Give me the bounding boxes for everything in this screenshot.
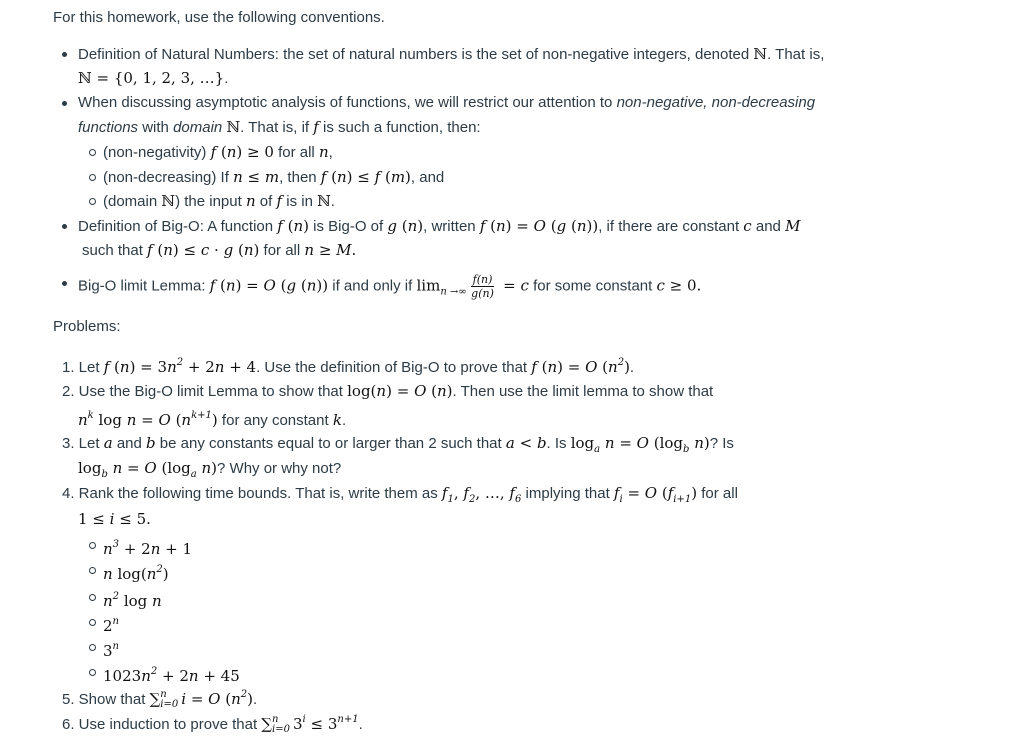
sum-lower-limit: i=0: [160, 699, 179, 711]
document-line: [62, 381, 713, 402]
math-segment: n: [231, 690, 241, 708]
math-segment: n: [376, 382, 387, 400]
document-line: [103, 612, 119, 637]
math-segment: g: [223, 241, 234, 259]
text-segment: Definition of Natural Numbers: the set of natural numbers is the set of non-negative integers, denoted: [78, 46, 754, 63]
math-segment: (: [545, 217, 557, 235]
math-segment: b: [146, 434, 156, 452]
math-segment: n: [600, 434, 615, 452]
math-segment: (: [396, 217, 408, 235]
math-segment: 1023: [103, 667, 142, 685]
math-segment: n: [152, 592, 162, 610]
math-segment: g: [556, 217, 567, 235]
math-segment: ) =: [386, 382, 415, 400]
math-segment: ℕ: [317, 192, 331, 210]
math-segment: (: [275, 276, 287, 295]
math-segment: ≤ 5.: [114, 510, 151, 528]
sum-lower-limit: i=0: [272, 724, 290, 736]
text-segment: is Big-O of: [309, 218, 388, 235]
math-segment: 2: [103, 617, 113, 635]
document-line: [78, 509, 151, 530]
document-line: [103, 662, 240, 687]
math-segment: c: [656, 276, 665, 295]
math-segment: f: [320, 168, 327, 186]
document-line: [78, 458, 341, 485]
math-segment: , …,: [475, 484, 510, 502]
math-segment: n+1: [337, 714, 359, 725]
math-segment: n: [112, 641, 119, 652]
text-segment: . Use the definition of Big-O to prove that: [256, 359, 532, 376]
math-segment: n: [146, 565, 157, 583]
math-segment: i: [109, 510, 115, 528]
math-segment: ·: [209, 241, 224, 259]
math-segment: n: [214, 358, 225, 376]
math-segment: (: [216, 143, 227, 161]
math-segment: + 2: [183, 358, 215, 376]
math-segment: f: [613, 484, 620, 502]
text-segment: 2. Use the Big-O limit Lemma to show that: [62, 383, 348, 400]
math-segment: n: [233, 168, 243, 186]
text-segment: ? Why or why not?: [217, 460, 342, 477]
math-segment: + 2: [119, 540, 151, 558]
math-segment: g: [286, 276, 297, 295]
math-segment: n →∞: [440, 286, 467, 298]
math-segment: O: [533, 217, 546, 235]
math-segment: n: [547, 358, 558, 376]
math-segment: (: [566, 217, 577, 235]
math-segment: ): [247, 690, 253, 708]
math-segment: i: [619, 494, 623, 505]
math-segment: (: [657, 484, 668, 502]
math-segment: n: [608, 358, 618, 376]
math-segment: =: [122, 459, 145, 477]
text-segment: functions: [78, 119, 139, 136]
circle-bullet-icon: [89, 174, 96, 181]
document-line: [78, 216, 800, 237]
math-segment: n: [226, 143, 237, 161]
math-segment: m: [264, 168, 280, 186]
math-segment: n: [196, 459, 212, 477]
text-segment: 5. Show that: [62, 691, 150, 708]
text-segment: .: [253, 691, 258, 708]
math-segment: ≤ 3: [305, 715, 338, 733]
math-segment: (: [215, 276, 226, 295]
math-segment: O: [208, 690, 221, 708]
circle-bullet-icon: [89, 542, 96, 549]
math-segment: =: [498, 276, 521, 295]
math-segment: O: [414, 382, 427, 400]
math-segment: f: [463, 484, 469, 502]
math-segment: 2: [617, 357, 625, 368]
circle-bullet-icon: [89, 619, 96, 626]
text-segment: and: [751, 218, 786, 235]
math-segment: n: [112, 616, 119, 627]
math-segment: n: [243, 241, 254, 259]
math-segment: f: [531, 358, 537, 376]
circle-bullet-icon: [89, 198, 96, 205]
math-segment: n: [576, 217, 587, 235]
math-segment: 2: [150, 666, 158, 677]
math-segment: b: [101, 469, 108, 480]
math-segment: f: [209, 276, 216, 295]
math-segment: ): [211, 459, 218, 477]
math-segment: 3: [112, 539, 120, 550]
math-segment: log: [570, 434, 595, 452]
document-line: [53, 8, 385, 28]
math-segment: f: [667, 484, 674, 502]
sum-limits: [272, 715, 290, 735]
document-line: [103, 587, 162, 612]
math-segment: n: [188, 667, 199, 685]
text-segment: ,: [328, 144, 333, 161]
document-line: [62, 483, 738, 510]
math-segment: ) =: [557, 358, 586, 376]
bullet-icon: [62, 101, 67, 106]
math-segment: n: [107, 459, 123, 477]
document-line: [103, 167, 444, 188]
math-segment: ,: [453, 484, 464, 502]
math-segment: ≤: [242, 168, 265, 186]
text-segment: . That is, if: [240, 119, 314, 136]
text-segment: for all: [697, 485, 738, 502]
math-segment: n: [150, 540, 161, 558]
math-segment: 6: [514, 494, 522, 505]
math-segment: ∑: [149, 690, 161, 708]
text-segment: .: [358, 716, 363, 733]
math-segment: n: [496, 217, 506, 235]
math-segment: f: [374, 168, 381, 186]
text-segment: implying that: [521, 485, 614, 502]
math-segment: b: [536, 434, 547, 452]
math-segment: n: [78, 411, 88, 429]
text-segment: 1. Let: [62, 359, 104, 376]
circle-bullet-icon: [89, 644, 96, 651]
math-segment: ): [417, 217, 424, 235]
math-segment: 1 ≤: [78, 510, 110, 528]
math-segment: f: [276, 192, 283, 210]
math-segment: f: [277, 217, 283, 235]
circle-bullet-icon: [89, 594, 96, 601]
document-line: [78, 68, 228, 89]
math-segment: log(: [112, 565, 147, 583]
math-segment: O: [144, 459, 157, 477]
math-segment: =: [186, 690, 209, 708]
text-segment: 6. Use induction to prove that: [62, 716, 262, 733]
math-segment: O: [263, 276, 276, 295]
math-segment: f: [313, 118, 319, 136]
math-segment: n: [119, 358, 130, 376]
math-segment: ): [211, 411, 218, 429]
sum-upper-limit: n: [160, 689, 167, 701]
math-segment: (: [296, 276, 307, 295]
document-line: [78, 44, 824, 65]
math-segment: n: [293, 217, 304, 235]
math-segment: c: [200, 241, 210, 259]
text-segment: , and: [410, 169, 445, 186]
text-segment: if and only if: [328, 277, 417, 295]
document-line: [78, 406, 346, 431]
math-segment: (: [282, 217, 294, 235]
document-line: [78, 117, 481, 138]
document-line: [62, 710, 363, 735]
text-segment: Big-O limit Lemma:: [78, 277, 210, 295]
math-segment: ℕ: [161, 192, 176, 210]
math-segment: f: [441, 484, 448, 502]
math-segment: (: [152, 241, 164, 259]
document-line: [103, 191, 335, 212]
math-segment: n: [163, 241, 173, 259]
math-segment: a: [103, 434, 113, 452]
math-segment: ℕ: [753, 45, 768, 63]
math-segment: ): [446, 382, 453, 400]
text-segment: for some constant: [528, 277, 657, 295]
fraction-denominator: g(n): [471, 287, 494, 300]
math-segment: f: [210, 143, 217, 161]
math-segment: n: [225, 276, 236, 295]
math-segment: O: [158, 411, 171, 429]
document-line: [103, 142, 333, 163]
math-segment: ≥: [314, 241, 337, 259]
text-segment: and: [112, 435, 147, 452]
bullet-icon: [62, 281, 67, 286]
text-segment: for any constant: [217, 412, 333, 429]
math-segment: log: [93, 411, 127, 429]
math-segment: n: [141, 667, 151, 685]
math-segment: 1: [447, 494, 454, 505]
math-segment: 2: [240, 689, 248, 700]
bullet-icon: [62, 52, 67, 57]
math-segment: n: [167, 358, 177, 376]
math-segment: f: [479, 217, 486, 235]
text-segment: . Then use the limit lemma to show that: [452, 383, 714, 400]
fraction: [471, 273, 495, 300]
math-segment: 2: [112, 591, 120, 602]
text-segment: (domain: [103, 193, 162, 210]
text-segment: 3. Let: [62, 435, 104, 452]
math-segment: .: [351, 241, 357, 259]
text-segment: Definition of Big-O: A function: [78, 218, 278, 235]
math-segment: n: [318, 143, 329, 161]
math-segment: M: [336, 241, 352, 259]
circle-bullet-icon: [89, 669, 96, 676]
math-segment: ) ≤: [172, 241, 201, 259]
math-segment: n: [689, 434, 704, 452]
math-segment: (log: [648, 434, 684, 452]
fraction-numerator: f(n): [472, 273, 493, 286]
math-segment: )): [586, 217, 599, 235]
math-segment: ) = 3: [129, 358, 168, 376]
text-segment: , written: [423, 218, 480, 235]
text-segment: non-negative, non-decreasing: [616, 94, 816, 111]
text-segment: .: [330, 193, 335, 210]
text-segment: ) the input: [175, 193, 246, 210]
document-line: [62, 685, 257, 710]
document-line: [78, 273, 701, 302]
math-segment: k+1: [191, 410, 212, 421]
math-segment: i: [302, 714, 306, 725]
math-segment: 3: [103, 642, 113, 660]
math-segment: + 2: [157, 667, 189, 685]
math-segment: ): [703, 434, 710, 452]
math-segment: =: [136, 411, 159, 429]
math-segment: (: [233, 241, 244, 259]
math-segment: + 4: [224, 358, 257, 376]
math-segment: n: [304, 241, 315, 259]
math-segment: (log: [156, 459, 191, 477]
math-segment: )): [316, 276, 329, 295]
text-segment: Problems:: [53, 318, 121, 335]
text-segment: (non-decreasing) If: [103, 169, 234, 186]
math-segment: a: [505, 434, 515, 452]
math-segment: ℕ = {0, 1, 2, 3, …}: [78, 69, 225, 87]
document-line: [103, 535, 192, 560]
sum-upper-limit: n: [272, 714, 279, 726]
document-line: [103, 637, 119, 662]
math-segment: m: [390, 168, 406, 186]
math-segment: (: [426, 382, 437, 400]
text-segment: for all: [273, 144, 319, 161]
text-segment: .: [224, 70, 229, 87]
math-segment: k: [87, 410, 94, 421]
math-segment: c: [743, 217, 752, 235]
math-segment: log: [78, 459, 102, 477]
text-segment: .: [341, 412, 347, 429]
text-segment: , then: [279, 169, 321, 186]
math-segment: n: [181, 411, 192, 429]
document-line: [78, 93, 815, 113]
text-segment: , if there are constant: [598, 218, 744, 235]
text-segment: For this homework, use the following conventions.: [53, 9, 385, 26]
math-segment: ): [162, 565, 169, 583]
math-segment: (: [597, 358, 609, 376]
math-segment: g: [387, 217, 397, 235]
math-segment: ) =: [235, 276, 264, 295]
math-segment: M: [785, 217, 801, 235]
text-segment: (non-negativity): [103, 144, 211, 161]
text-segment: .: [629, 359, 635, 376]
math-segment: 2: [156, 564, 163, 575]
math-segment: c: [520, 276, 529, 295]
math-segment: ≥ 0.: [664, 276, 702, 295]
math-segment: b: [683, 444, 690, 455]
math-segment: + 45: [198, 667, 240, 685]
math-segment: n: [336, 168, 347, 186]
math-segment: O: [585, 358, 598, 376]
math-segment: ): [253, 241, 260, 259]
document-line: [62, 353, 634, 378]
math-segment: f: [147, 241, 153, 259]
math-segment: 2: [176, 357, 184, 368]
math-segment: n: [407, 217, 418, 235]
math-segment: 2: [468, 494, 476, 505]
text-segment: 4. Rank the following time bounds. That is, write them as: [62, 485, 442, 502]
math-segment: log: [119, 592, 153, 610]
math-segment: a: [190, 469, 197, 480]
math-segment: ℕ: [226, 118, 241, 136]
math-segment: <: [514, 434, 537, 452]
sum-limits: [160, 690, 178, 710]
text-segment: ? Is: [709, 435, 734, 452]
text-segment: such that: [82, 242, 148, 259]
math-segment: n: [103, 592, 113, 610]
math-segment: lim: [416, 276, 441, 295]
math-segment: ∑: [261, 715, 273, 733]
text-segment: be any constants equal to or larger than 2 such that: [155, 435, 506, 452]
text-segment: with: [138, 119, 174, 136]
math-segment: ) ≤: [346, 168, 375, 186]
text-segment: for all: [259, 242, 305, 259]
math-segment: ): [303, 217, 309, 235]
math-segment: n: [126, 411, 137, 429]
text-segment: domain: [173, 119, 223, 136]
text-segment: is such a function, then:: [318, 119, 481, 136]
math-segment: O: [644, 484, 658, 502]
text-segment: When discussing asymptotic analysis of functions, we will restrict our attention to: [78, 94, 617, 111]
math-segment: (: [170, 411, 182, 429]
document-line: [82, 240, 356, 261]
math-segment: (: [220, 690, 232, 708]
math-segment: ) =: [505, 217, 534, 235]
math-segment: (: [536, 358, 548, 376]
math-segment: i: [181, 690, 187, 708]
math-segment: a: [594, 444, 601, 455]
math-segment: (: [326, 168, 337, 186]
math-segment: (: [380, 168, 391, 186]
math-segment: (: [109, 358, 120, 376]
text-segment: of: [255, 193, 277, 210]
math-segment: n: [103, 565, 113, 583]
document-line: [62, 433, 734, 460]
bullet-icon: [62, 224, 67, 229]
math-segment: k: [332, 411, 342, 429]
text-segment: . That is,: [767, 46, 825, 63]
math-segment: O: [636, 434, 649, 452]
math-segment: i+1: [673, 494, 692, 505]
text-segment: . Is: [546, 435, 571, 452]
document-line: [53, 317, 121, 337]
math-segment: n: [306, 276, 317, 295]
math-segment: f: [509, 484, 515, 502]
math-segment: (: [485, 217, 496, 235]
math-segment: 3: [292, 715, 303, 733]
math-segment: =: [614, 434, 637, 452]
math-segment: log(: [347, 382, 377, 400]
math-segment: ): [691, 484, 698, 502]
math-segment: ): [405, 168, 411, 186]
document-line: [103, 560, 169, 585]
circle-bullet-icon: [89, 149, 96, 156]
math-segment: f: [103, 358, 110, 376]
math-segment: ): [624, 358, 630, 376]
text-segment: is in: [282, 193, 318, 210]
math-segment: =: [622, 484, 645, 502]
math-segment: ) ≥ 0: [236, 143, 274, 161]
math-segment: + 1: [160, 540, 193, 558]
math-segment: n: [437, 382, 447, 400]
math-segment: n: [103, 540, 113, 558]
math-segment: n: [245, 192, 256, 210]
circle-bullet-icon: [89, 567, 96, 574]
